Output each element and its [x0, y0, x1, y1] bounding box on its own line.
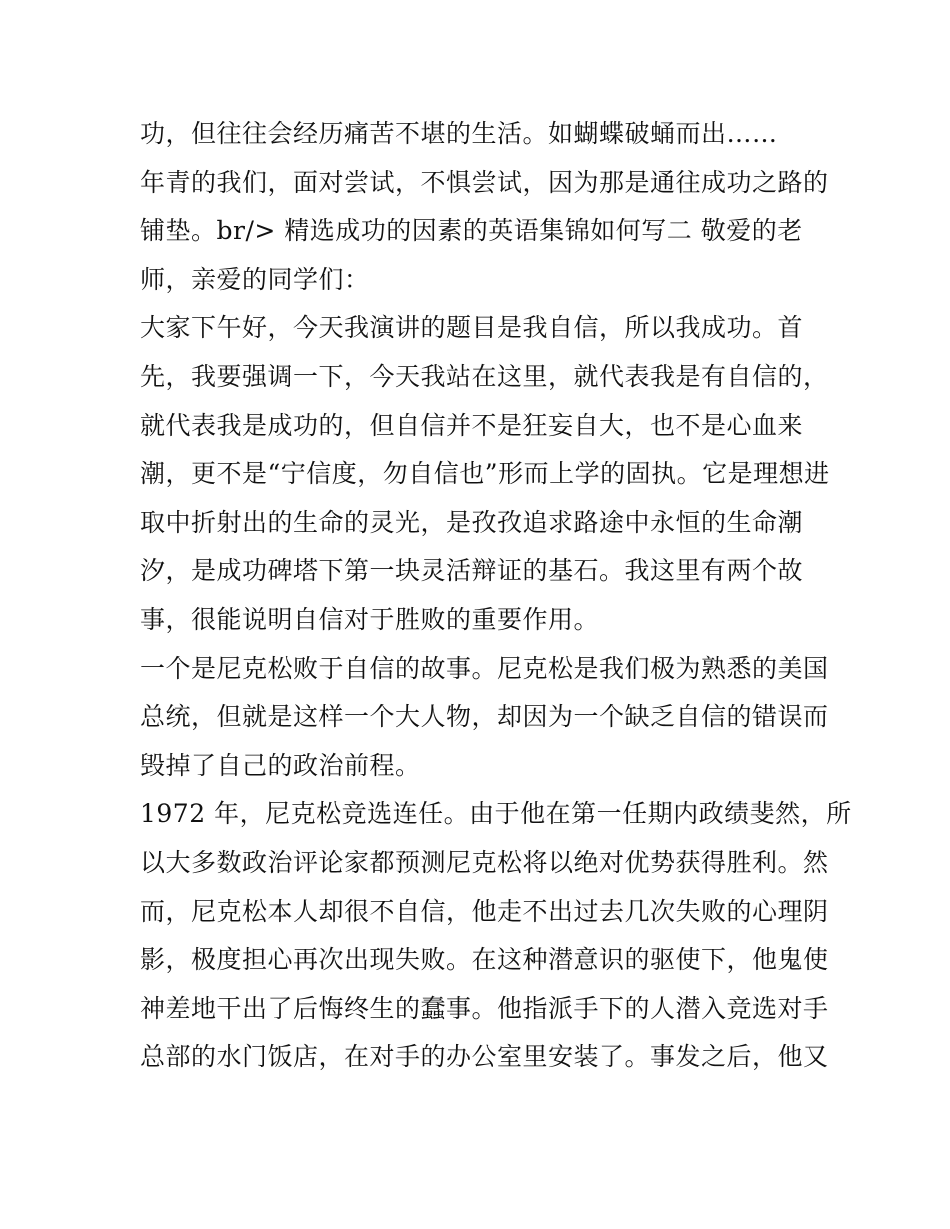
- text-line: 大家下午好，今天我演讲的题目是我自信，所以我成功。首: [140, 313, 804, 343]
- text-line: 取中折射出的生命的灵光，是孜孜追求路途中永恒的生命潮: [140, 507, 804, 537]
- text-line: 汐，是成功碑塔下第一块灵活辩证的基石。我这里有两个故: [140, 556, 804, 586]
- text-line: 潮，更不是“宁信度，勿自信也”形而上学的固执。它是理想进: [140, 459, 830, 489]
- text-line: 先，我要强调一下，今天我站在这里，就代表我是有自信的，: [140, 361, 829, 391]
- text-line: 总部的水门饭店，在对手的办公室里安装了。事发之后，他又: [140, 1042, 829, 1072]
- text-line: 神差地干出了后悔终生的蠢事。他指派手下的人潜入竞选对手: [140, 993, 829, 1023]
- text-line: 铺垫。br/> 精选成功的因素的英语集锦如何写二 敬爱的老: [140, 216, 803, 246]
- text-line: 就代表我是成功的，但自信并不是狂妄自大，也不是心血来: [140, 410, 804, 440]
- text-line: 功，但往往会经历痛苦不堪的生活。如蝴蝶破蛹而出……: [140, 119, 778, 148]
- text-line: 毁掉了自己的政治前程。: [140, 750, 421, 780]
- text-line: 而，尼克松本人却很不自信，他走不出过去几次失败的心理阴: [140, 896, 829, 926]
- body-text: [140, 110, 852, 1082]
- text-line: 年青的我们，面对尝试，不惧尝试，因为那是通往成功之路的: [140, 167, 829, 197]
- text-line: 事，很能说明自信对于胜败的重要作用。: [140, 604, 600, 634]
- text-line: 师，亲爱的同学们：: [140, 264, 370, 294]
- text-line: 一个是尼克松败于自信的故事。尼克松是我们极为熟悉的美国: [140, 653, 829, 683]
- text-line: 影，极度担心再次出现失败。在这种潜意识的驱使下，他鬼使: [140, 945, 829, 975]
- text-line: 1972 年，尼克松竞选连任。由于他在第一任期内政绩斐然，所: [140, 799, 852, 829]
- text-line: 以大多数政治评论家都预测尼克松将以绝对优势获得胜利。然: [140, 847, 829, 877]
- text-line: 总统，但就是这样一个大人物，却因为一个缺乏自信的错误而: [140, 702, 829, 732]
